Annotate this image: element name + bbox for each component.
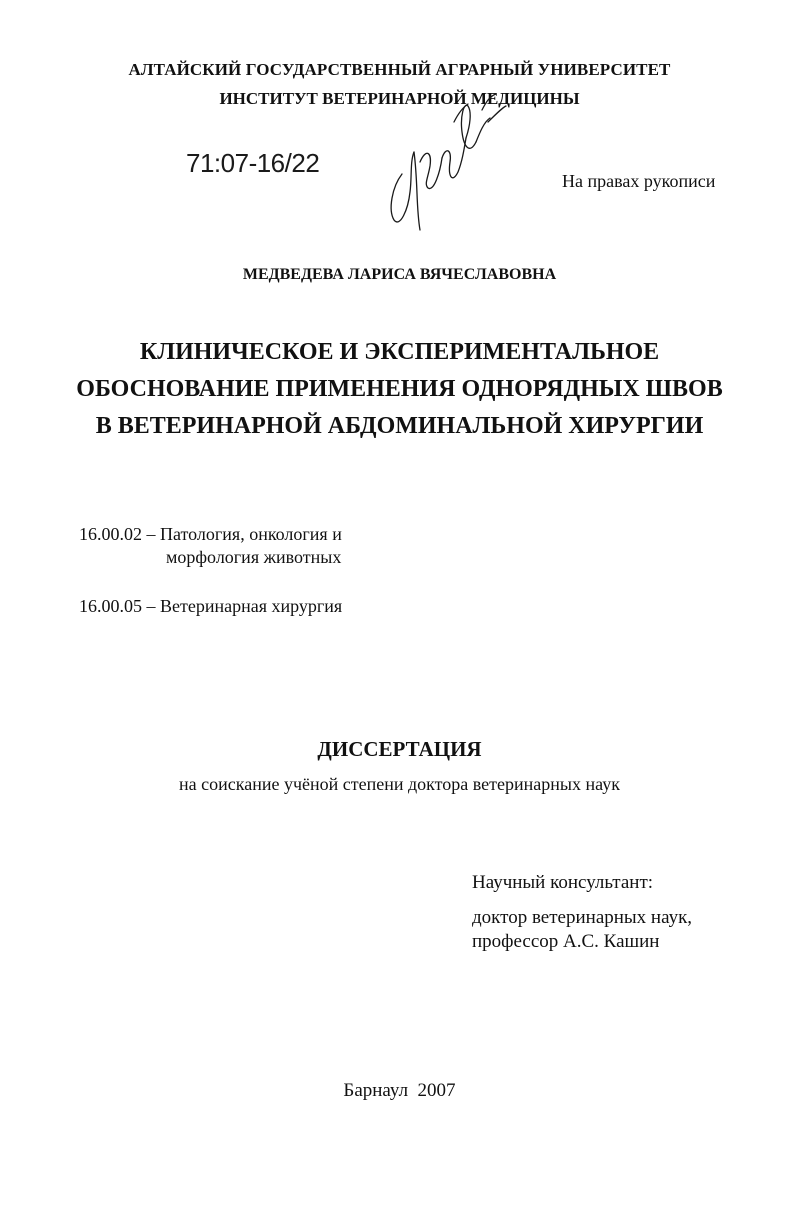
dissertation-title [0, 334, 799, 445]
author-name: МЕДВЕДЕВА ЛАРИСА ВЯЧЕСЛАВОВНА [242, 266, 557, 283]
specialty-item [79, 523, 342, 546]
consultant-label: Научный консультант: [472, 872, 654, 893]
university-name: АЛТАЙСКИЙ ГОСУДАРСТВЕННЫЙ АГРАРНЫЙ УНИВЕРСИТЕТ [128, 60, 671, 79]
specialty-name-continued: морфология животных [166, 547, 342, 567]
institute-name: ИНСТИТУТ ВЕТЕРИНАРНОЙ МЕДИЦИНЫ [219, 89, 580, 108]
title-line: ОБОСНОВАНИЕ ПРИМЕНЕНИЯ ОДНОРЯДНЫХ ШВОВ [76, 376, 723, 402]
consultant-degree: доктор ветеринарных наук, [472, 907, 693, 928]
specialty-code: 16.00.02 [79, 524, 142, 544]
handwritten-signature [380, 92, 510, 242]
title-line: КЛИНИЧЕСКОЕ И ЭКСПЕРИМЕНТАЛЬНОЕ [139, 339, 660, 365]
archive-code: 71:07-16/22 [186, 148, 320, 178]
specialty-separator: – [146, 596, 156, 616]
specialty-name: Патология, онкология и [160, 524, 342, 544]
consultant-name: профессор А.С. Кашин [472, 931, 660, 952]
specialty-name: Ветеринарная хирургия [160, 596, 343, 616]
specialty-separator: – [146, 524, 156, 544]
title-line: В ВЕТЕРИНАРНОЙ АБДОМИНАЛЬНОЙ ХИРУРГИИ [95, 413, 704, 439]
specialty-item [79, 595, 342, 618]
rights-note: На правах рукописи [562, 171, 716, 191]
document-type: ДИССЕРТАЦИЯ [317, 737, 482, 761]
degree-statement: на соискание учёной степени доктора ветеринарных наук [179, 774, 620, 794]
specialty-code: 16.00.05 [79, 596, 142, 616]
city-year: Барнаул 2007 [343, 1080, 456, 1101]
